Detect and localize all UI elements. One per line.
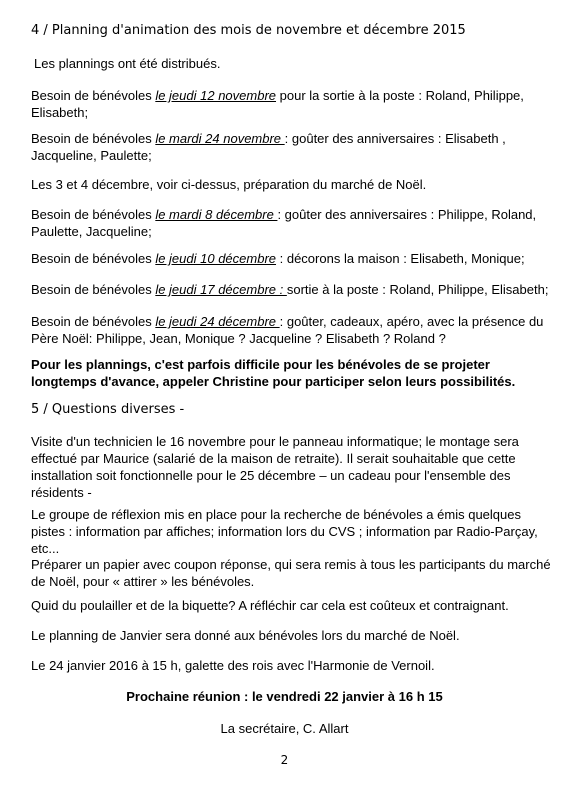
volunteer-item-1: Besoin de bénévoles le jeudi 12 novembre pour la sortie à la poste : Roland, Philippe, Elisabeth; <box>31 88 524 120</box>
section-5-heading: 5 / Questions diverses - <box>31 402 185 417</box>
coupon-paragraph: Préparer un papier avec coupon réponse, qui sera remis à tous les participants du marché de Noël, pour « attirer » les bénévoles. <box>31 557 551 589</box>
planning-janvier-paragraph: Le planning de Janvier sera donné aux bénévoles lors du marché de Noël. <box>31 628 460 643</box>
section-4-intro: Les plannings ont été distribués. <box>34 56 221 71</box>
volunteer-item-5: Besoin de bénévoles le jeudi 17 décembre : sortie à la poste : Roland, Philippe, Elisabeth; <box>31 282 549 297</box>
volunteer-item-4: Besoin de bénévoles le jeudi 10 décembre : décorons la maison : Elisabeth, Monique; <box>31 251 525 266</box>
plannings-bold-note: Pour les plannings, c'est parfois difficile pour les bénévoles de se projeter longtemps d'avance, appeler Christine pour participer selon leurs possibilités. <box>31 357 516 389</box>
signature: La secrétaire, C. Allart <box>220 721 349 736</box>
section-4-heading: 4 / Planning d'animation des mois de novembre et décembre 2015 <box>31 23 466 38</box>
next-meeting: Prochaine réunion : le vendredi 22 janvier à 16 h 15 <box>126 689 443 704</box>
galette-paragraph: Le 24 janvier 2016 à 15 h, galette des rois avec l'Harmonie de Vernoil. <box>31 658 435 673</box>
technicien-paragraph: Visite d'un technicien le 16 novembre pour le panneau informatique; le montage sera effectué par Maurice (salarié de la maison de retraite). Il serait souhaitable que cette installation soit fonctionnelle pour le 25 décembre – un cadeau pour l'ensemble des résidents - <box>31 434 519 500</box>
marche-noel-note: Les 3 et 4 décembre, voir ci-dessus, préparation du marché de Noël. <box>31 177 427 192</box>
page-number: 2 <box>280 753 289 767</box>
groupe-reflexion-paragraph: Le groupe de réflexion mis en place pour la recherche de bénévoles a émis quelques pistes : information par affiches; information lors du CVS ; information par Radio-Parçay, etc... <box>31 507 538 556</box>
volunteer-item-2: Besoin de bénévoles le mardi 24 novembre : goûter des anniversaires : Elisabeth , Jacqueline, Paulette; <box>31 131 506 163</box>
poulailler-paragraph: Quid du poulailler et de la biquette? A réfléchir car cela est coûteux et contraignant. <box>31 598 509 613</box>
volunteer-item-6: Besoin de bénévoles le jeudi 24 décembre : goûter, cadeaux, apéro, avec la présence du Père Noël: Philippe, Jean, Monique ? Jacqueline ? Elisabeth ? Roland ? <box>31 314 544 346</box>
volunteer-item-3: Besoin de bénévoles le mardi 8 décembre : goûter des anniversaires : Philippe, Roland, Paulette, Jacqueline; <box>31 207 537 239</box>
